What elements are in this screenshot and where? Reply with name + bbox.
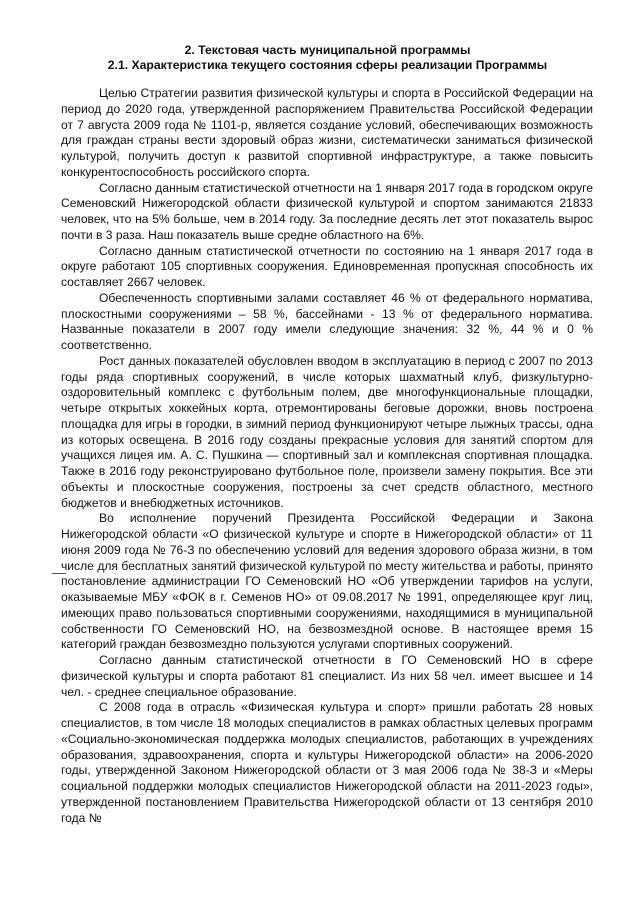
paragraph-free-access: Во исполнение поручений Президента Российской Федерации и Закона Нижегородской области «О физической культуре и спорте в Нижегородской области» от 11 июня 2009 года № 76-З по обеспечению условий для ведения здорового образа жизни, в том числе для бесплатных занятий физической культурой по месту жительства и работы, принято постановление администрации ГО Семеновский НО «Об утверждении тарифов на услуги, оказываемые МБУ «ФОК в г. Семенов НО» от 09.08.2017 № 1991, определяющее круг лиц, имеющих право пользоваться спортивными сооружениями, находящимися в муниципальной собственности ГО Семеновский НО, на безвозмездной основе. В настоящее время 15 категорий граждан безвозмездно пользуются услугами спортивных сооружений. bbox=[61, 511, 593, 652]
subsection-title: 2.1. Характеристика текущего состояния сферы реализации Программы bbox=[107, 58, 548, 72]
paragraph-specialists: Согласно данным статистической отчетности в ГО Семеновский НО в сфере физической культуры и спорта работают 81 специалист. Из них 58 чел. имеет высшее и 14 чел. - среднее специальное образование. bbox=[61, 653, 593, 699]
section-title: 2. Текстовая часть муниципальной программы bbox=[184, 43, 471, 57]
paragraph-participants-stats: Согласно данным статистической отчетности на 1 января 2017 года в городском округе Семеновский Нижегородской области физической культурой и спортом занимаются 21833 человек, что на 5% больше, чем в 2014 году. За последние десять лет этот показатель вырос почти в 3 раза. Наш показатель выше средне областного на 6%. bbox=[61, 180, 593, 242]
margin-mark bbox=[52, 573, 66, 574]
paragraph-young-specialists: С 2008 года в отрасль «Физическая культура и спорт» пришли работать 28 новых специалистов, в том числе 18 молодых специалистов в рамках областных целевых программ «Социально-экономическая поддержка молодых специалистов, работающих в учреждениях образования, здравоохранения, спорта и культуры Нижегородской области» на 2006-2020 годы, утвержденной Законом Нижегородской области от 3 мая 2006 года № 38-З и «Меры социальной поддержки молодых специалистов Нижегородской области на 2011-2023 годы», утвержденной постановлением Правительства Нижегородской области от 13 сентября 2010 года № bbox=[61, 700, 593, 825]
paragraph-sport-facilities: Согласно данным статистической отчетности по состоянию на 1 января 2017 года в округе работают 105 спортивных сооружения. Единовременная пропускная способность их составляет 2667 человек. bbox=[61, 243, 593, 289]
paragraph-facility-growth: Рост данных показателей обусловлен вводом в эксплуатацию в период с 2007 по 2013 годы ряда спортивных сооружений, в числе которых шахматный клуб, физкультурно-оздоровительный комплекс с футбольным полем, две многофункциональные площадки, четыре открытых хоккейных корта, отремонтированы беговые дорожки, вновь построена площадка для игры в городки, в зимний период функционируют четыре лыжных трассы, одна из которых освещена. В 2016 году созданы прекрасные условия для занятий спортом для учащихся лицея им. А. С. Пушкина — спортивный зал и комплексная спортивная площадка. Также в 2016 году реконструировано футбольное поле, произвели замену покрытия. Все эти объекты и плоскостные сооружения, построены за счет средств областного, местного бюджетов и внебюджетных источников. bbox=[61, 353, 593, 510]
document-body bbox=[61, 86, 593, 826]
paragraph-provision-rates: Обеспеченность спортивными залами составляет 46 % от федерального норматива, плоскостными сооружениями – 58 %, бассейнами - 13 % от федерального норматива. Названные показатели в 2007 году имели следующие значения: 32 %, 44 % и 0 % соответственно. bbox=[61, 290, 593, 352]
paragraph-strategy-goal: Целью Стратегии развития физической культуры и спорта в Российской Федерации на период до 2020 года, утвержденной распоряжением Правительства Российской Федерации от 7 августа 2009 года № 1101-р, является создание условий, обеспечивающих возможность для граждан страны вести здоровый образ жизни, систематически заниматься физической культурой, получить доступ к развитой спортивной инфраструктуре, а также повысить конкурентоспособность российского спорта. bbox=[61, 86, 593, 179]
